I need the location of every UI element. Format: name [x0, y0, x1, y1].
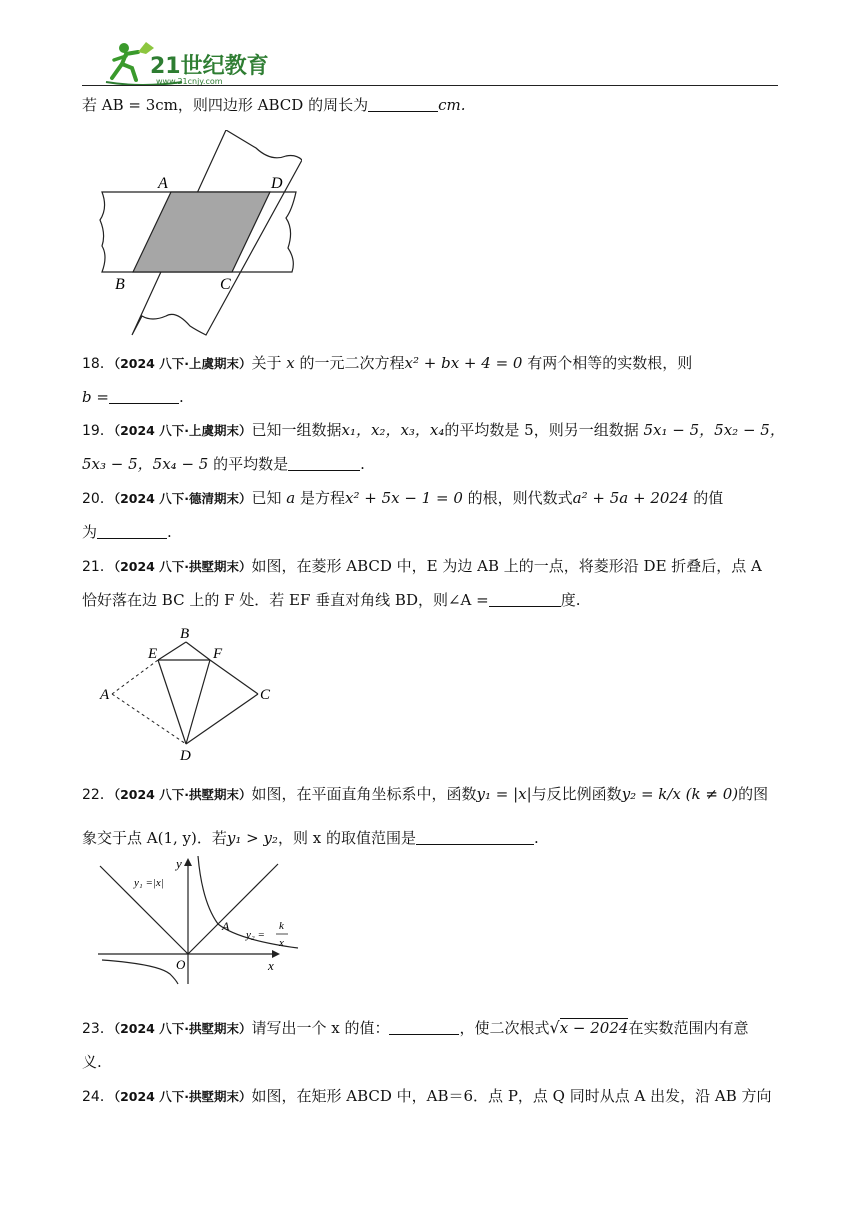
q21-line2: 恰好落在边 BC 上的 F 处．若 EF 垂直对角线 BD，则∠A = 度.	[82, 591, 581, 609]
answer-blank[interactable]	[416, 830, 534, 845]
q19-line1: 19．（2024 八下·上虞期末）已知一组数据x₁，x₂，x₃，x₄的平均数是 5，则另一组数据 5x₁ − 5，5x₂ − 5，	[82, 421, 785, 439]
point-A-label: A	[222, 919, 230, 933]
q17-figure	[96, 130, 302, 340]
q18-line2: b = .	[82, 388, 184, 406]
answer-blank[interactable]	[368, 97, 438, 112]
label-F: F	[213, 646, 223, 662]
q17-line: 若 AB = 3cm，则四边形 ABCD 的周长为 cm.	[82, 96, 466, 114]
label-C: C	[220, 276, 231, 293]
q24-line1: 24．（2024 八下·拱墅期末）如图，在矩形 ABCD 中，AB＝6．点 P，点 Q 同时从点 A 出发，沿 AB 方向	[82, 1087, 772, 1105]
page-header	[0, 0, 860, 92]
label-B: B	[180, 626, 190, 642]
x-axis-label: x	[268, 958, 274, 973]
graph2-label: y₂ =	[246, 929, 265, 941]
header-divider	[82, 85, 778, 86]
label-A: A	[100, 687, 110, 703]
origin-label: O	[176, 957, 186, 972]
svg-text:x: x	[279, 937, 284, 949]
q18-line1: 18．（2024 八下·上虞期末）关于 x 的一元二次方程x² + bx + 4 = 0 有两个相等的实数根，则	[82, 354, 693, 372]
y-axis-label: y	[176, 856, 182, 871]
svg-text:21世纪教育: 21世纪教育	[150, 54, 269, 79]
q19-line2: 5x₃ − 5，5x₄ − 5 的平均数是 .	[82, 455, 365, 473]
q20-line2: 为 .	[82, 523, 172, 541]
answer-blank[interactable]	[389, 1020, 459, 1035]
label-C: C	[260, 687, 271, 703]
label-D: D	[180, 748, 191, 764]
svg-text:www.21cnjy.com: www.21cnjy.com	[156, 77, 223, 86]
label-B: B	[115, 276, 125, 293]
q23-line2: 义.	[82, 1053, 102, 1071]
answer-blank[interactable]	[109, 389, 179, 404]
answer-blank[interactable]	[288, 456, 360, 471]
brand-logo	[102, 38, 272, 88]
q22-line2: 象交于点 A(1, y)．若y₁ > y₂，则 x 的取值范围是 .	[82, 829, 539, 847]
label-E: E	[148, 646, 158, 662]
q20-line1: 20．（2024 八下·德清期末）已知 a 是方程x² + 5x − 1 = 0 的根，则代数式a² + 5a + 2024 的值	[82, 489, 724, 507]
q23-line1: 23．（2024 八下·拱墅期末）请写出一个 x 的值： ，使二次根式√x − 2024在实数范围内有意	[82, 1018, 749, 1037]
q21-line1: 21．（2024 八下·拱墅期末）如图，在菱形 ABCD 中，E 为边 AB 上的一点，将菱形沿 DE 折叠后，点 A	[82, 557, 762, 575]
svg-text:k: k	[279, 920, 284, 932]
label-D: D	[271, 175, 283, 192]
label-A: A	[158, 175, 168, 192]
q22-line1: 22．（2024 八下·拱墅期末）如图，在平面直角坐标系中，函数y₁ = |x|与反比例函数y₂ = k/x (k ≠ 0)的图	[82, 785, 769, 803]
q22-figure	[98, 852, 308, 986]
graph1-label: y₁ =|x|	[134, 877, 164, 889]
q21-figure	[98, 624, 288, 764]
answer-blank[interactable]	[97, 524, 167, 539]
answer-blank[interactable]	[489, 592, 561, 607]
